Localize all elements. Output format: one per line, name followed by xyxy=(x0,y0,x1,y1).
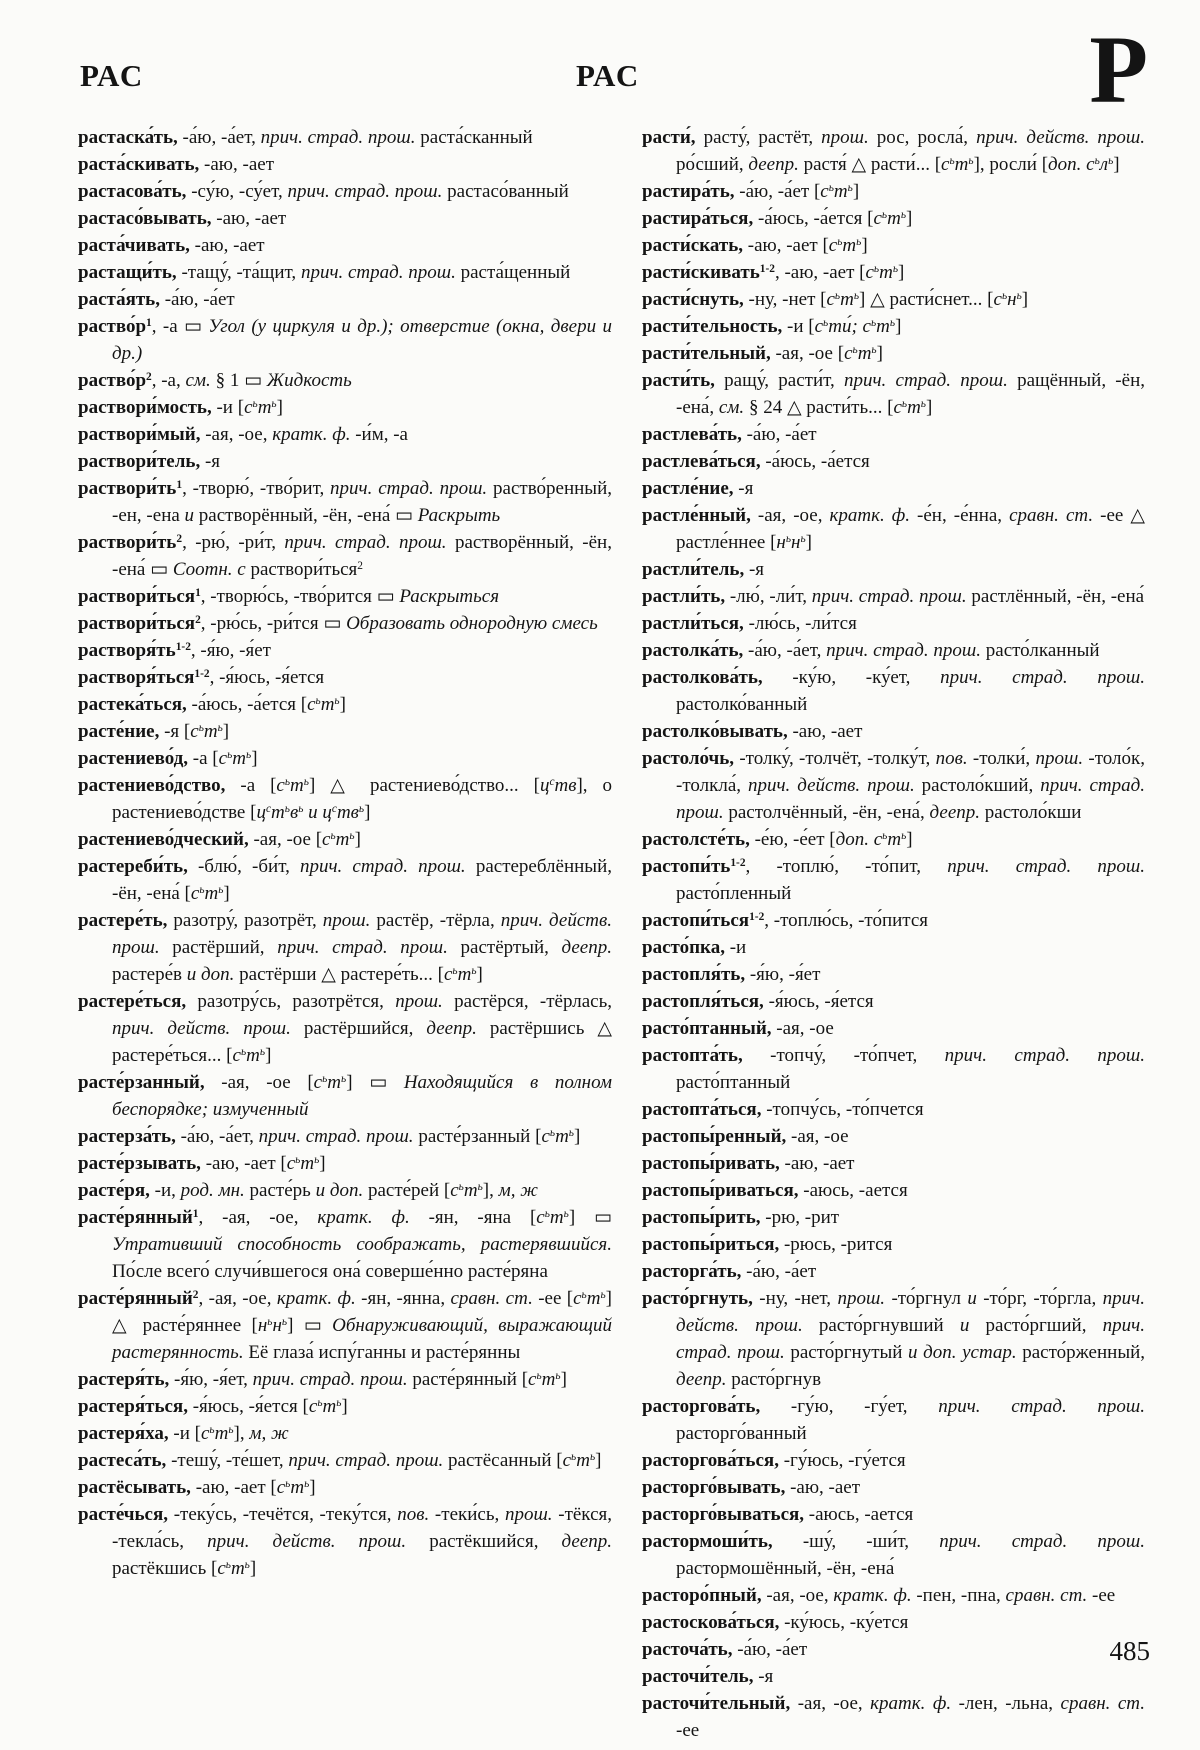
dictionary-entry: растлева́ться, -а́юсь, -а́ется xyxy=(642,451,870,472)
dictionary-entry: расто́ргнуть, -ну, -нет, прош. -то́ргнул и -то́рг, -то́ргла, прич. действ. прош. расто́ргнувший и расто́ргший, прич. страд. прош. расто́ргнутый и доп. устар. расто́рженный, деепр. расто́ргнув xyxy=(642,1288,1146,1390)
dictionary-entry: растли́ть, -лю́, -ли́т, прич. страд. прош. растлённый, -ён, -ена́ xyxy=(642,586,1145,607)
dictionary-entry: растолсте́ть, -е́ю, -е́ет [доп. сьть] xyxy=(642,829,913,850)
dictionary-entry: растли́ться, -лю́сь, -ли́тся xyxy=(642,613,857,634)
dictionary-entry: растопы́риваться, -аюсь, -ается xyxy=(642,1180,908,1201)
dictionary-entry: растле́нный, -ая, -ое, кратк. ф. -е́н, -е́нна, сравн. ст. -ее △ растле́ннее [ньнь] xyxy=(642,505,1145,553)
dictionary-entry: растеря́ться, -я́юсь, -я́ется [сьть] xyxy=(78,1396,348,1417)
dictionary-entry: растопта́ться, -топчу́сь, -то́пчется xyxy=(642,1099,924,1120)
dictionary-entry: растеря́ха, -и [сьть], м, ж xyxy=(78,1423,289,1444)
left-column xyxy=(78,124,612,1582)
dictionary-entry: растопта́ть, -топчу́, -то́пчет, прич. страд. прош. расто́птанный xyxy=(642,1045,1145,1093)
dictionary-entry: расторго́вывать, -аю, -ает xyxy=(642,1477,861,1498)
dictionary-entry: растеря́ть, -я́ю, -я́ет, прич. страд. прош. расте́рянный [сьть] xyxy=(78,1369,567,1390)
dictionary-entry: растормоши́ть, -шу́, -ши́т, прич. страд. прош. растормошённый, -ён, -ена́ xyxy=(642,1531,1145,1579)
dictionary-entry: расте́рянный2, -ая, -ое, кратк. ф. -ян, -янна, сравн. ст. -ее [сьть] △ расте́ряннее [ньнь] ▭ Обнаруживающий, выражающий растерянность. Её глаза́ испу́ганны и расте́рянны xyxy=(78,1288,612,1363)
dictionary-entry: растасова́ть, -су́ю, -су́ет, прич. страд. прош. растасо́ванный xyxy=(78,181,569,202)
running-head-right: РАС xyxy=(576,58,641,93)
dictionary-entry: растере́ть, разотру́, разотрёт, прош. растёр, -тёрла, прич. действ. прош. растёрший, прич. страд. прош. растёртый, деепр. растере́в и доп. растёрши △ растере́ть... [сьть] xyxy=(78,910,612,985)
dictionary-entry: расторга́ть, -а́ю, -а́ет xyxy=(642,1261,817,1282)
right-column xyxy=(642,124,1145,1744)
dictionary-entry: расти́ть, ращу́, расти́т, прич. страд. прош. ращённый, -ён, -ена́, см. § 24 △ расти́ть... [сьть] xyxy=(642,370,1145,418)
dictionary-entry: раствори́ться1, -творю́сь, -тво́рится ▭ Раскрыться xyxy=(78,586,500,607)
dictionary-entry: расте́чься, -теку́сь, -течётся, -теку́тся, пов. -теки́сь, прош. -тёкся, -текла́сь, прич. действ. прош. растёкшийся, деепр. растёкшись [сьть] xyxy=(78,1504,612,1579)
dictionary-entry: расто́птанный, -ая, -ое xyxy=(642,1018,834,1039)
dictionary-entry: расти́скать, -аю, -ает [сьть] xyxy=(642,235,868,256)
dictionary-entry: раство́р1, -а ▭ Угол (у циркуля и др.); отверстие (окна, двери и др.) xyxy=(78,316,612,364)
dictionary-entry: растоскова́ться, -ку́юсь, -ку́ется xyxy=(642,1612,909,1633)
dictionary-entry: растворя́ться1-2, -я́юсь, -я́ется xyxy=(78,667,325,688)
dictionary-entry: растёсывать, -аю, -ает [сьть] xyxy=(78,1477,316,1498)
dictionary-entry: раста́скивать, -аю, -ает xyxy=(78,154,274,175)
dictionary-entry: раста́ять, -а́ю, -а́ет xyxy=(78,289,235,310)
running-head-left: РАС xyxy=(80,58,145,93)
dictionary-entry: расторго́вываться, -аюсь, -ается xyxy=(642,1504,914,1525)
dictionary-entry: растека́ться, -а́юсь, -а́ется [сьть] xyxy=(78,694,346,715)
dictionary-entry: растасо́вывать, -аю, -ает xyxy=(78,208,287,229)
section-letter: Р xyxy=(1089,16,1148,123)
dictionary-entry: расторгова́ть, -гу́ю, -гу́ет, прич. страд. прош. расторго́ванный xyxy=(642,1396,1145,1444)
dictionary-entry: растолко́вывать, -аю, -ает xyxy=(642,721,863,742)
dictionary-entry: раствори́ть1, -творю́, -тво́рит, прич. страд. прош. раство́ренный, -ен, -ена и растворённый, -ён, -ена́ ▭ Раскрыть xyxy=(78,478,612,526)
dictionary-entry: растениево́дство, -а [сьть] △ растениево́дство... [цств], о растениево́дстве [цстьвь и цствь] xyxy=(78,775,612,823)
dictionary-entry: растопы́рить, -рю, -рит xyxy=(642,1207,840,1228)
dictionary-entry: расти́, расту́, растёт, прош. рос, росла́, прич. действ. прош. ро́сший, деепр. растя́ △ расти́... [сьть], росли́ [доп. сьль] xyxy=(642,127,1145,175)
dictionary-entry: растопи́ться1-2, -топлю́сь, -то́пится xyxy=(642,910,929,931)
dictionary-entry: раствори́ться2, -рю́сь, -ри́тся ▭ Образовать однородную смесь xyxy=(78,613,598,634)
dictionary-entry: растолка́ть, -а́ю, -а́ет, прич. страд. прош. расто́лканный xyxy=(642,640,1100,661)
dictionary-entry: растира́ться, -а́юсь, -а́ется [сьть] xyxy=(642,208,913,229)
dictionary-entry: растопы́риться, -рюсь, -рится xyxy=(642,1234,893,1255)
dictionary-entry: растлева́ть, -а́ю, -а́ет xyxy=(642,424,817,445)
dictionary-entry: растолкова́ть, -ку́ю, -ку́ет, прич. страд. прош. растолко́ванный xyxy=(642,667,1145,715)
dictionary-entry: растопи́ть1-2, -топлю́, -то́пит, прич. страд. прош. расто́пленный xyxy=(642,856,1145,904)
dictionary-entry: раста́чивать, -аю, -ает xyxy=(78,235,265,256)
dictionary-entry: растаска́ть, -а́ю, -а́ет, прич. страд. прош. раста́сканный xyxy=(78,127,533,148)
dictionary-entry: расте́рянный1, -ая, -ое, кратк. ф. -ян, -яна [сьть] ▭ Утративший способность соображать, растерявшийся. По́сле всего́ случи́вшегося она́ соверше́нно расте́ряна xyxy=(78,1207,612,1282)
dictionary-entry: растениево́д, -а [сьть] xyxy=(78,748,258,769)
dictionary-entry: растира́ть, -а́ю, -а́ет [сьть] xyxy=(642,181,860,202)
dictionary-entry: расте́ние, -я [сьть] xyxy=(78,721,230,742)
dictionary-entry: расти́скивать1-2, -аю, -ает [сьть] xyxy=(642,262,905,283)
dictionary-entry: расточа́ть, -а́ю, -а́ет xyxy=(642,1639,808,1660)
dictionary-entry: растворя́ть1-2, -я́ю, -я́ет xyxy=(78,640,271,661)
dictionary-entry: раствори́ть2, -рю́, -ри́т, прич. страд. прош. растворённый, -ён, -ена́ ▭ Соотн. с раствори́ться2 xyxy=(78,532,612,580)
dictionary-entry: расти́тельный, -ая, -ое [сьть] xyxy=(642,343,883,364)
dictionary-entry: растопля́ть, -я́ю, -я́ет xyxy=(642,964,821,985)
dictionary-entry: расте́рзанный, -ая, -ое [сьть] ▭ Находящийся в полном беспорядке; измученный xyxy=(78,1072,612,1120)
dictionary-entry: растли́тель, -я xyxy=(642,559,765,580)
dictionary-entry: растениево́дческий, -ая, -ое [сьть] xyxy=(78,829,361,850)
dictionary-entry: расто́пка, -и xyxy=(642,937,747,958)
dictionary-entry: растопы́ривать, -аю, -ает xyxy=(642,1153,855,1174)
dictionary-entry: раство́р2, -а, см. § 1 ▭ Жидкость xyxy=(78,370,352,391)
dictionary-entry: раствори́тель, -я xyxy=(78,451,221,472)
dictionary-entry: расторо́пный, -ая, -ое, кратк. ф. -пен, -пна, сравн. ст. -ее xyxy=(642,1585,1116,1606)
dictionary-entry: расте́рзывать, -аю, -ает [сьть] xyxy=(78,1153,326,1174)
dictionary-entry: растерза́ть, -а́ю, -а́ет, прич. страд. прош. расте́рзанный [сьть] xyxy=(78,1126,581,1147)
dictionary-entry: растопля́ться, -я́юсь, -я́ется xyxy=(642,991,874,1012)
dictionary-entry: растереби́ть, -блю́, -би́т, прич. страд. прош. растереблённый, -ён, -ена́ [сьть] xyxy=(78,856,612,904)
dictionary-entry: расти́тельность, -и [сьти́; сьть] xyxy=(642,316,902,337)
dictionary-entry: растере́ться, разотру́сь, разотрётся, прош. растёрся, -тёрлась, прич. действ. прош. растёршийся, деепр. растёршись △ растере́ться... [сьть] xyxy=(78,991,612,1066)
dictionary-entry: расторгова́ться, -гу́юсь, -гу́ется xyxy=(642,1450,906,1471)
dictionary-entry: раствори́мый, -ая, -ое, кратк. ф. -и́м, -а xyxy=(78,424,408,445)
dictionary-entry: расточи́тельный, -ая, -ое, кратк. ф. -лен, -льна, сравн. ст. -ее xyxy=(642,1693,1145,1741)
dictionary-entry: растле́ние, -я xyxy=(642,478,754,499)
dictionary-entry: растоло́чь, -толку́, -толчёт, -толку́т, пов. -толки́, прош. -толо́к, -толкла́, прич. действ. прош. растоло́кший, прич. страд. прош. растолчённый, -ён, -ена́, деепр. растоло́кши xyxy=(642,748,1145,823)
dictionary-entry: расточи́тель, -я xyxy=(642,1666,774,1687)
dictionary-entry: растеса́ть, -тешу́, -те́шет, прич. страд. прош. растёсанный [сьть] xyxy=(78,1450,602,1471)
dictionary-entry: расти́снуть, -ну, -нет [сьть] △ расти́снет... [сьнь] xyxy=(642,289,1029,310)
dictionary-entry: расте́ря, -и, род. мн. расте́рь и доп. расте́рей [сьть], м, ж xyxy=(78,1180,538,1201)
dictionary-entry: раствори́мость, -и [сьть] xyxy=(78,397,283,418)
dictionary-entry: растащи́ть, -тащу́, -та́щит, прич. страд. прош. раста́щенный xyxy=(78,262,571,283)
page-number: 485 xyxy=(1109,1636,1150,1666)
dictionary-entry: растопы́ренный, -ая, -ое xyxy=(642,1126,849,1147)
